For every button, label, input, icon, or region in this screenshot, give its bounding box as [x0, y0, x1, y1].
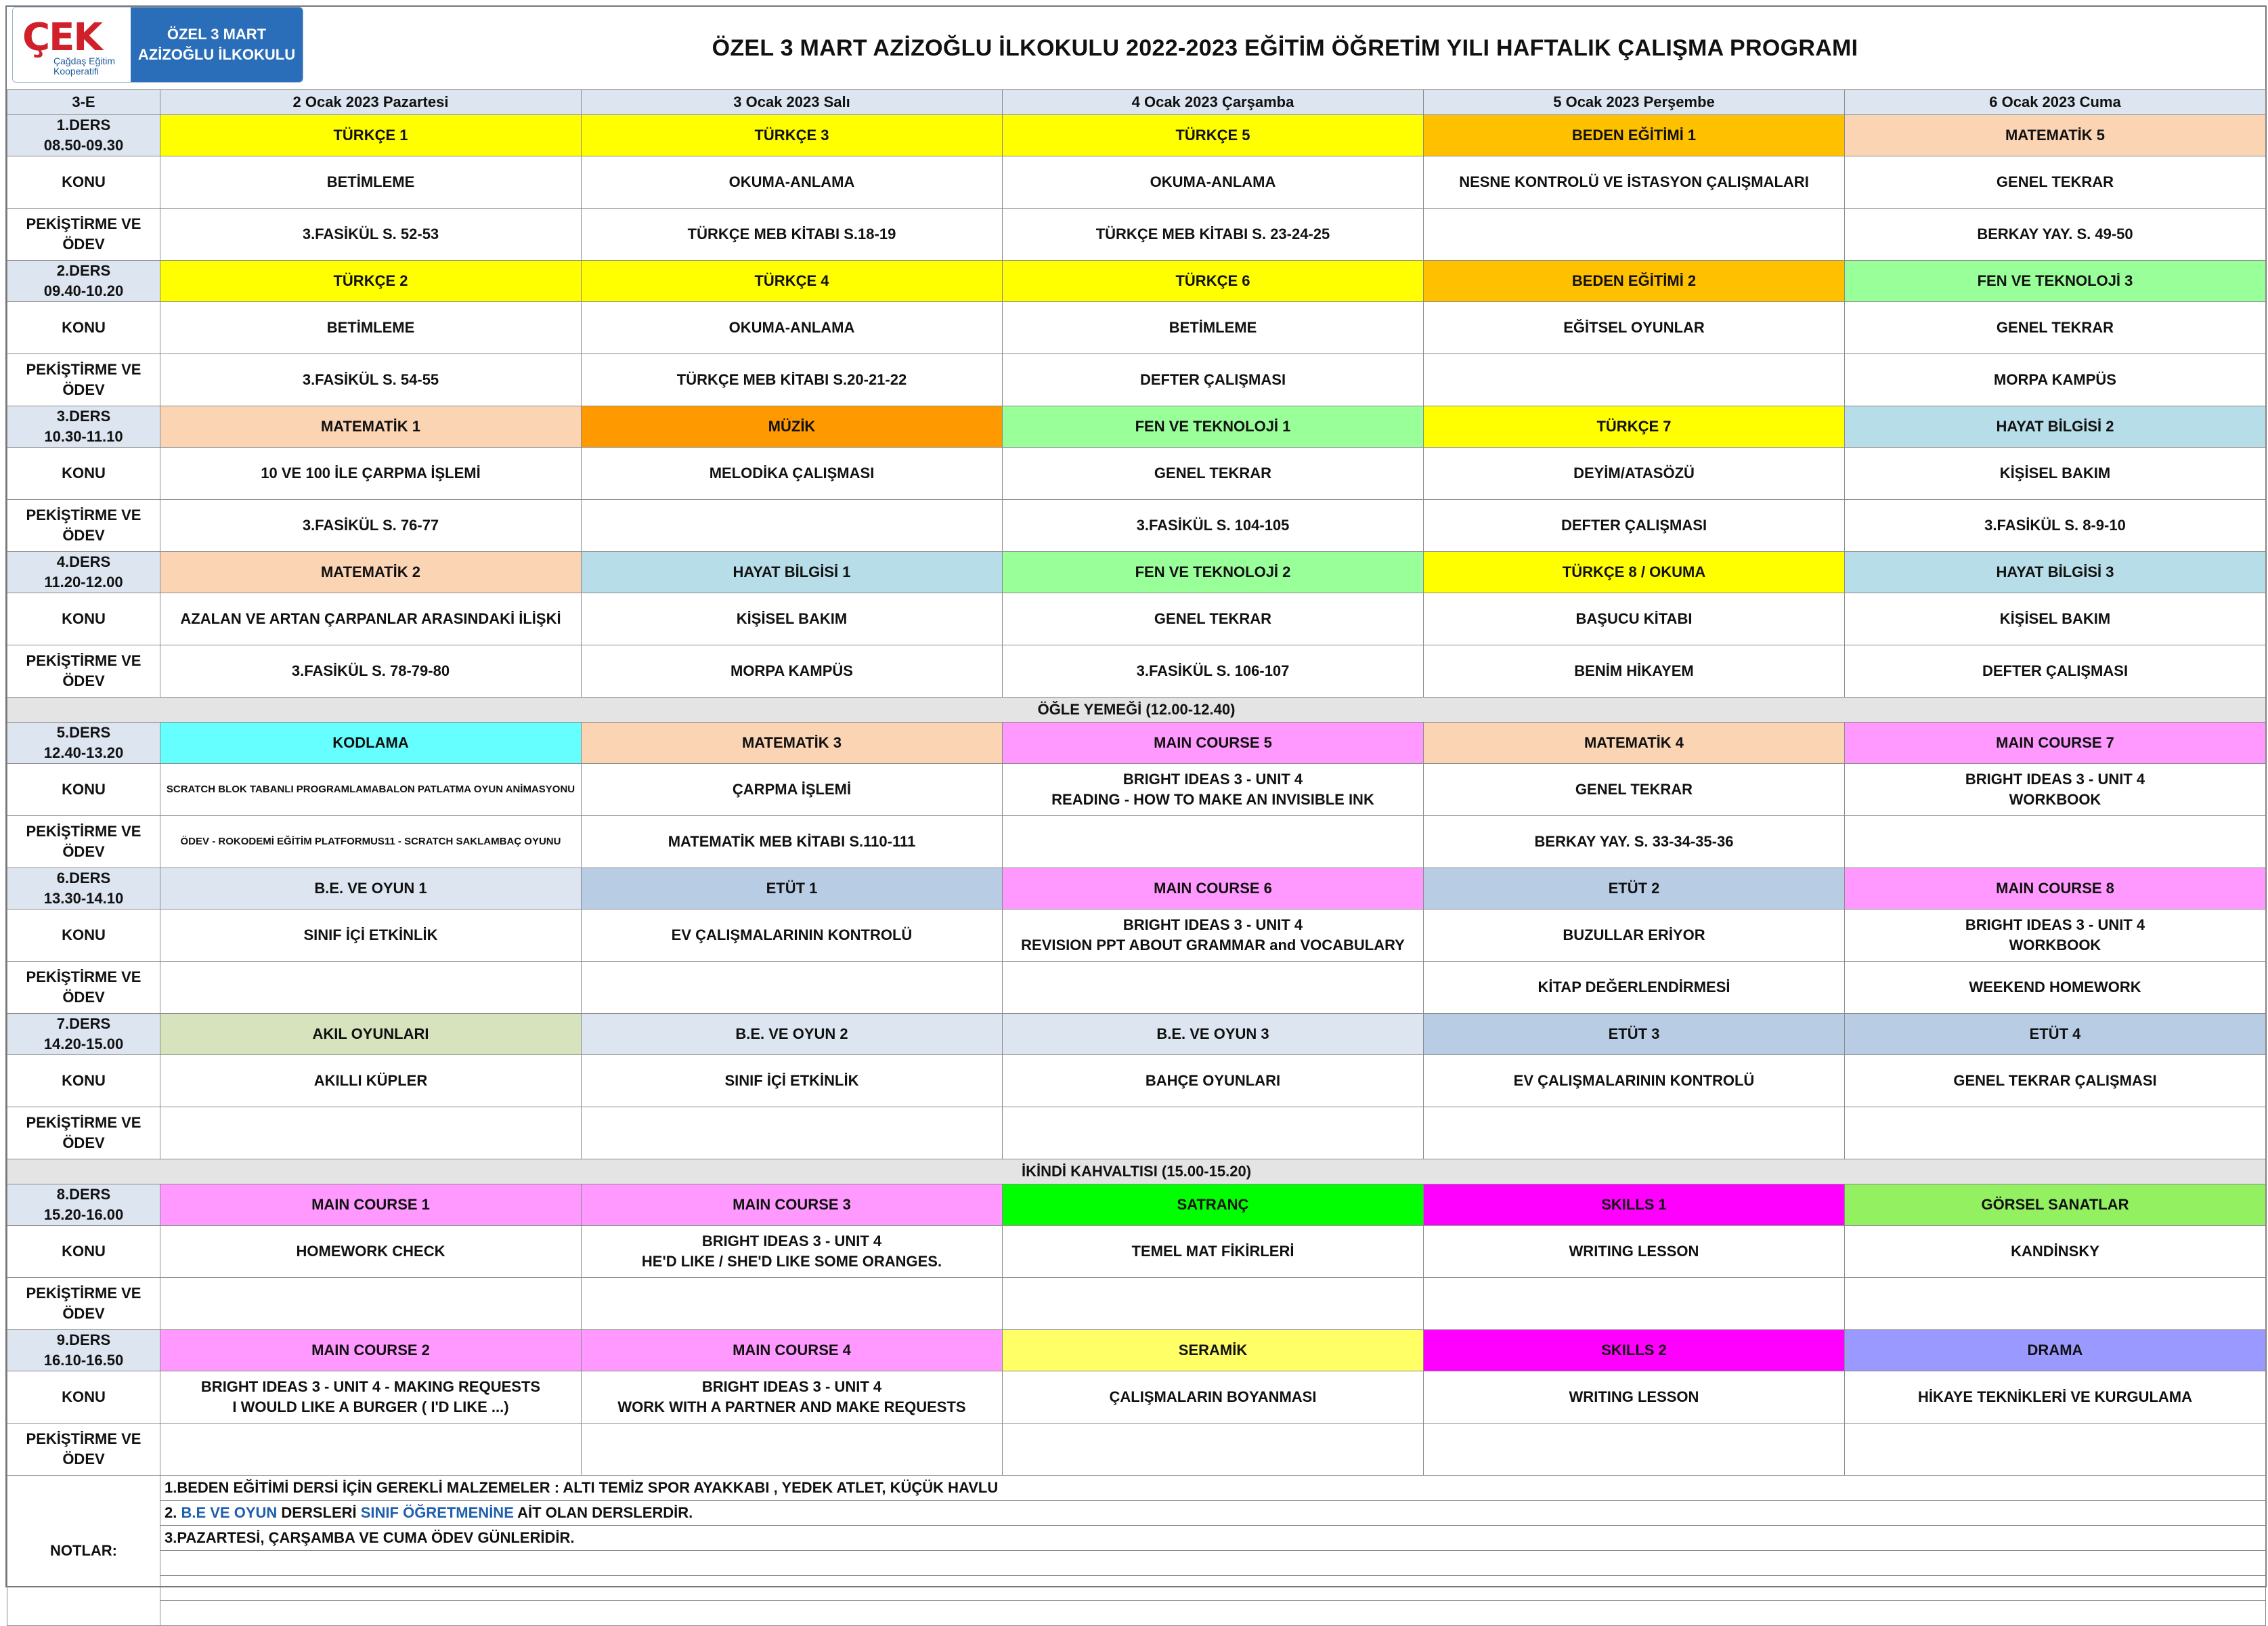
lesson-row — [7, 868, 2266, 910]
homework-cell: MORPA KAMPÜS — [1845, 354, 2266, 406]
homework-cell — [1424, 354, 1845, 406]
logo-mark: ÇEK — [22, 16, 102, 60]
topic-line: GENEL TEKRAR — [1154, 610, 1272, 627]
schedule-page — [5, 5, 2267, 1587]
lesson-row — [7, 1184, 2266, 1226]
topic-cell — [1424, 1371, 1845, 1424]
notes-row — [7, 1551, 2266, 1576]
topic-line: AZALAN VE ARTAN ÇARPANLAR ARASINDAKİ İLİŞKİ — [180, 610, 561, 627]
day-header: 4 Ocak 2023 Çarşamba — [1003, 90, 1424, 115]
topic-cell — [160, 448, 582, 500]
period-time: 12.40-13.20 — [43, 744, 124, 761]
homework-cell — [1424, 1278, 1845, 1330]
homework-cell — [1003, 1424, 1424, 1476]
note-line — [160, 1576, 2266, 1601]
lesson-row — [7, 115, 2266, 156]
subject-cell: FEN VE TEKNOLOJİ 2 — [1003, 552, 1424, 593]
notes-row — [7, 1476, 2266, 1501]
subject-cell: MAIN COURSE 4 — [582, 1330, 1003, 1371]
topic-label: KONU — [7, 302, 160, 354]
topic-line: GENEL TEKRAR — [1575, 781, 1693, 798]
day-header: 3 Ocak 2023 Salı — [582, 90, 1003, 115]
topic-label: KONU — [7, 764, 160, 816]
homework-cell: 3.FASİKÜL S. 78-79-80 — [160, 645, 582, 698]
topic-cell — [1003, 448, 1424, 500]
notes-row — [7, 1526, 2266, 1551]
topic-line: BRIGHT IDEAS 3 - UNIT 4 — [701, 1233, 882, 1249]
page-title: ÖZEL 3 MART AZİZOĞLU İLKOKULU 2022-2023 EĞİTİM ÖĞRETİM YILI HAFTALIK ÇALIŞMA PROGRAMI — [712, 35, 1858, 61]
topic-cell — [582, 764, 1003, 816]
day-header-row — [7, 90, 2266, 115]
subject-cell: SERAMİK — [1003, 1330, 1424, 1371]
topic-line: WORKBOOK — [2009, 791, 2101, 808]
logo-school-name: ÖZEL 3 MART AZİZOĞLU İLKOKULU — [131, 7, 303, 82]
subject-cell: TÜRKÇE 7 — [1424, 406, 1845, 448]
subject-cell: B.E. VE OYUN 1 — [160, 868, 582, 910]
note-text: 2. — [165, 1504, 181, 1521]
homework-cell — [582, 1424, 1003, 1476]
topic-row — [7, 1371, 2266, 1424]
topic-line: WRITING LESSON — [1569, 1243, 1699, 1260]
homework-cell — [1845, 1107, 2266, 1159]
logo-subtitle: Çağdaş Eğitim Kooperatifi — [53, 56, 116, 77]
subject-cell: MAIN COURSE 6 — [1003, 868, 1424, 910]
homework-row — [7, 1107, 2266, 1159]
homework-cell — [582, 1278, 1003, 1330]
subject-cell: AKIL OYUNLARI — [160, 1014, 582, 1055]
topic-cell — [1424, 1055, 1845, 1107]
topic-line: SINIF İÇİ ETKİNLİK — [724, 1072, 859, 1089]
note-line — [160, 1551, 2266, 1576]
lesson-period — [7, 406, 160, 448]
homework-cell: TÜRKÇE MEB KİTABI S.18-19 — [582, 209, 1003, 261]
topic-label: KONU — [7, 910, 160, 962]
lesson-period — [7, 261, 160, 302]
topic-line: EV ÇALIŞMALARININ KONTROLÜ — [671, 926, 913, 943]
homework-row — [7, 816, 2266, 868]
topic-cell — [1845, 302, 2266, 354]
topic-line: NESNE KONTROLÜ VE İSTASYON ÇALIŞMALARI — [1459, 173, 1809, 190]
topic-line: KİŞİSEL BAKIM — [1999, 465, 2111, 482]
topic-line: GENEL TEKRAR ÇALIŞMASI — [1953, 1072, 2157, 1089]
topic-cell — [1424, 302, 1845, 354]
topic-line: KANDİNSKY — [2011, 1243, 2099, 1260]
period-time: 09.40-10.20 — [43, 282, 124, 299]
topic-label: KONU — [7, 1371, 160, 1424]
lesson-row — [7, 406, 2266, 448]
topic-cell — [1845, 1371, 2266, 1424]
topic-cell — [1003, 1371, 1424, 1424]
topic-row — [7, 593, 2266, 645]
homework-cell — [160, 1424, 582, 1476]
notes-label: NOTLAR: — [7, 1476, 160, 1626]
topic-line: OKUMA-ANLAMA — [1150, 173, 1276, 190]
topic-line: WRITING LESSON — [1569, 1388, 1699, 1405]
subject-cell: MÜZİK — [582, 406, 1003, 448]
topic-line: WORKBOOK — [2009, 937, 2101, 954]
topic-cell — [1845, 156, 2266, 209]
topic-line: BAHÇE OYUNLARI — [1145, 1072, 1281, 1089]
homework-cell — [582, 1107, 1003, 1159]
topic-line: ÇALIŞMALARIN BOYANMASI — [1109, 1388, 1317, 1405]
topic-label: KONU — [7, 1055, 160, 1107]
topic-label: KONU — [7, 448, 160, 500]
note-highlight: B.E VE OYUN — [181, 1504, 278, 1521]
topic-cell — [582, 1371, 1003, 1424]
school-logo — [12, 7, 303, 83]
notes-row — [7, 1501, 2266, 1526]
subject-cell: MAIN COURSE 8 — [1845, 868, 2266, 910]
topic-line: SINIF İÇİ ETKİNLİK — [303, 926, 438, 943]
topic-cell — [582, 302, 1003, 354]
note-text: AİT OLAN DERSLERDİR. — [513, 1504, 693, 1521]
homework-cell — [582, 962, 1003, 1014]
topic-cell — [1845, 1055, 2266, 1107]
period-number: 7.DERS — [56, 1015, 111, 1032]
topic-label: KONU — [7, 1226, 160, 1278]
subject-cell: DRAMA — [1845, 1330, 2266, 1371]
subject-cell: MAIN COURSE 3 — [582, 1184, 1003, 1226]
subject-cell: TÜRKÇE 5 — [1003, 115, 1424, 156]
subject-cell: TÜRKÇE 6 — [1003, 261, 1424, 302]
homework-cell — [1003, 1278, 1424, 1330]
topic-cell — [582, 1226, 1003, 1278]
subject-cell: MAIN COURSE 1 — [160, 1184, 582, 1226]
homework-row — [7, 962, 2266, 1014]
homework-row — [7, 500, 2266, 552]
topic-line: BETİMLEME — [326, 173, 415, 190]
homework-cell — [582, 500, 1003, 552]
subject-cell: TÜRKÇE 3 — [582, 115, 1003, 156]
topic-cell — [1845, 448, 2266, 500]
topic-cell — [1424, 156, 1845, 209]
topic-cell — [1003, 764, 1424, 816]
homework-cell — [1003, 816, 1424, 868]
period-time: 14.20-15.00 — [43, 1035, 124, 1052]
subject-cell: MATEMATİK 5 — [1845, 115, 2266, 156]
topic-cell — [1003, 302, 1424, 354]
subject-cell: HAYAT BİLGİSİ 1 — [582, 552, 1003, 593]
subject-cell: HAYAT BİLGİSİ 3 — [1845, 552, 2266, 593]
topic-line: AKILLI KÜPLER — [313, 1072, 428, 1089]
topic-cell — [1003, 156, 1424, 209]
subject-cell: MATEMATİK 2 — [160, 552, 582, 593]
homework-label: PEKİŞTİRME VE ÖDEV — [7, 1107, 160, 1159]
topic-cell — [582, 910, 1003, 962]
homework-label: PEKİŞTİRME VE ÖDEV — [7, 354, 160, 406]
topic-line: GENEL TEKRAR — [1996, 319, 2114, 336]
homework-cell — [160, 1278, 582, 1330]
subject-cell: ETÜT 2 — [1424, 868, 1845, 910]
homework-row — [7, 209, 2266, 261]
subject-cell: FEN VE TEKNOLOJİ 1 — [1003, 406, 1424, 448]
topic-cell — [160, 1226, 582, 1278]
homework-cell: MORPA KAMPÜS — [582, 645, 1003, 698]
period-time: 13.30-14.10 — [43, 890, 124, 907]
topic-line: READING - HOW TO MAKE AN INVISIBLE INK — [1051, 791, 1374, 808]
topic-cell — [1424, 764, 1845, 816]
topic-line: GENEL TEKRAR — [1154, 465, 1272, 482]
homework-cell — [1845, 1424, 2266, 1476]
subject-cell: MAIN COURSE 5 — [1003, 723, 1424, 764]
topic-cell — [1424, 910, 1845, 962]
break-row — [7, 1159, 2266, 1184]
homework-cell: BERKAY YAY. S. 49-50 — [1845, 209, 2266, 261]
topic-line: KİŞİSEL BAKIM — [736, 610, 848, 627]
lesson-row — [7, 1014, 2266, 1055]
subject-cell: B.E. VE OYUN 3 — [1003, 1014, 1424, 1055]
homework-cell: 3.FASİKÜL S. 54-55 — [160, 354, 582, 406]
homework-cell — [160, 1107, 582, 1159]
lesson-row — [7, 723, 2266, 764]
topic-line: BAŞUCU KİTABI — [1575, 610, 1693, 627]
homework-cell: DEFTER ÇALIŞMASI — [1845, 645, 2266, 698]
subject-cell: SKILLS 2 — [1424, 1330, 1845, 1371]
subject-cell: BEDEN EĞİTİMİ 2 — [1424, 261, 1845, 302]
subject-cell: ETÜT 3 — [1424, 1014, 1845, 1055]
topic-cell — [1003, 1226, 1424, 1278]
subject-cell: TÜRKÇE 8 / OKUMA — [1424, 552, 1845, 593]
note-line: 3.PAZARTESİ, ÇARŞAMBA VE CUMA ÖDEV GÜNLERİDİR. — [160, 1526, 2266, 1551]
topic-cell — [160, 1055, 582, 1107]
period-time: 11.20-12.00 — [44, 574, 123, 591]
cek-logo — [13, 7, 131, 82]
lesson-row — [7, 552, 2266, 593]
topic-line: BRIGHT IDEAS 3 - UNIT 4 — [701, 1378, 882, 1395]
subject-cell: SATRANÇ — [1003, 1184, 1424, 1226]
homework-cell: DEFTER ÇALIŞMASI — [1003, 354, 1424, 406]
subject-cell: MATEMATİK 3 — [582, 723, 1003, 764]
subject-cell: ETÜT 1 — [582, 868, 1003, 910]
homework-cell — [160, 962, 582, 1014]
period-number: 8.DERS — [56, 1186, 111, 1203]
topic-cell — [160, 302, 582, 354]
topic-label: KONU — [7, 593, 160, 645]
break-row — [7, 698, 2266, 723]
homework-label: PEKİŞTİRME VE ÖDEV — [7, 962, 160, 1014]
topic-row — [7, 1226, 2266, 1278]
homework-row — [7, 1278, 2266, 1330]
topic-line: EĞİTSEL OYUNLAR — [1563, 319, 1705, 336]
topic-cell — [582, 593, 1003, 645]
homework-cell: BERKAY YAY. S. 33-34-35-36 — [1424, 816, 1845, 868]
homework-cell — [1003, 1107, 1424, 1159]
day-header: 5 Ocak 2023 Perşembe — [1424, 90, 1845, 115]
homework-label: PEKİŞTİRME VE ÖDEV — [7, 645, 160, 698]
note-line — [160, 1601, 2266, 1626]
homework-row — [7, 645, 2266, 698]
topic-row — [7, 448, 2266, 500]
period-number: 2.DERS — [56, 262, 111, 279]
topic-cell — [160, 156, 582, 209]
topic-cell — [1845, 1226, 2266, 1278]
topic-line: MELODİKA ÇALIŞMASI — [709, 465, 875, 482]
topic-line: WORK WITH A PARTNER AND MAKE REQUESTS — [617, 1398, 966, 1415]
topic-cell — [1845, 593, 2266, 645]
homework-cell: 3.FASİKÜL S. 104-105 — [1003, 500, 1424, 552]
homework-cell: 3.FASİKÜL S. 76-77 — [160, 500, 582, 552]
topic-row — [7, 302, 2266, 354]
period-time: 08.50-09.30 — [43, 137, 124, 154]
homework-cell — [1845, 816, 2266, 868]
homework-cell: DEFTER ÇALIŞMASI — [1424, 500, 1845, 552]
topic-cell — [160, 910, 582, 962]
period-number: 6.DERS — [56, 870, 111, 886]
note-text: DERSLERİ — [277, 1504, 361, 1521]
topic-cell — [1845, 764, 2266, 816]
topic-line: BRIGHT IDEAS 3 - UNIT 4 — [1965, 771, 2145, 788]
subject-cell: FEN VE TEKNOLOJİ 3 — [1845, 261, 2266, 302]
day-header: 2 Ocak 2023 Pazartesi — [160, 90, 582, 115]
topic-line: SCRATCH BLOK TABANLI PROGRAMLAMABALON PATLATMA OYUN ANİMASYONU — [166, 784, 575, 795]
homework-cell: TÜRKÇE MEB KİTABI S.20-21-22 — [582, 354, 1003, 406]
homework-cell: 3.FASİKÜL S. 52-53 — [160, 209, 582, 261]
topic-line: REVISION PPT ABOUT GRAMMAR and VOCABULARY — [1021, 937, 1405, 954]
topic-row — [7, 910, 2266, 962]
topic-cell — [1424, 448, 1845, 500]
topic-line: OKUMA-ANLAMA — [728, 319, 855, 336]
homework-cell: ÖDEV - ROKODEMİ EĞİTİM PLATFORMUS11 - SCRATCH SAKLAMBAÇ OYUNU — [160, 816, 582, 868]
homework-cell: TÜRKÇE MEB KİTABI S. 23-24-25 — [1003, 209, 1424, 261]
break-label: ÖĞLE YEMEĞİ (12.00-12.40) — [7, 698, 2266, 723]
subject-cell: GÖRSEL SANATLAR — [1845, 1184, 2266, 1226]
homework-cell: MATEMATİK MEB KİTABI S.110-111 — [582, 816, 1003, 868]
homework-row — [7, 1424, 2266, 1476]
homework-cell — [1845, 1278, 2266, 1330]
topic-line: I WOULD LIKE A BURGER ( I'D LIKE ...) — [232, 1398, 509, 1415]
period-number: 3.DERS — [56, 408, 111, 425]
page-header — [7, 7, 2265, 89]
topic-line: HİKAYE TEKNİKLERİ VE KURGULAMA — [1918, 1388, 2192, 1405]
note-line: 1.BEDEN EĞİTİMİ DERSİ İÇİN GEREKLİ MALZEMELER : ALTI TEMİZ SPOR AYAKKABI , YEDEK ATLET, KÜÇÜK HAVLU — [160, 1476, 2266, 1501]
topic-line: BRIGHT IDEAS 3 - UNIT 4 — [1122, 771, 1303, 788]
lesson-row — [7, 1330, 2266, 1371]
topic-cell — [1003, 593, 1424, 645]
homework-cell: 3.FASİKÜL S. 106-107 — [1003, 645, 1424, 698]
topic-row — [7, 156, 2266, 209]
topic-cell — [160, 593, 582, 645]
homework-label: PEKİŞTİRME VE ÖDEV — [7, 816, 160, 868]
lesson-period — [7, 868, 160, 910]
topic-line: BRIGHT IDEAS 3 - UNIT 4 — [1965, 916, 2145, 933]
schedule-table — [7, 89, 2266, 1626]
homework-label: PEKİŞTİRME VE ÖDEV — [7, 1424, 160, 1476]
homework-cell — [1424, 1107, 1845, 1159]
subject-cell: MAIN COURSE 2 — [160, 1330, 582, 1371]
lesson-period — [7, 115, 160, 156]
subject-cell: TÜRKÇE 2 — [160, 261, 582, 302]
topic-cell — [1003, 910, 1424, 962]
topic-cell — [1424, 1226, 1845, 1278]
topic-cell — [1003, 1055, 1424, 1107]
topic-line: BRIGHT IDEAS 3 - UNIT 4 - MAKING REQUESTS — [200, 1378, 541, 1395]
subject-cell: KODLAMA — [160, 723, 582, 764]
topic-line: KİŞİSEL BAKIM — [1999, 610, 2111, 627]
topic-cell — [160, 764, 582, 816]
topic-cell — [160, 1371, 582, 1424]
topic-line: DEYİM/ATASÖZÜ — [1573, 465, 1695, 482]
homework-label: PEKİŞTİRME VE ÖDEV — [7, 209, 160, 261]
homework-row — [7, 354, 2266, 406]
homework-cell — [1003, 962, 1424, 1014]
subject-cell: ETÜT 4 — [1845, 1014, 2266, 1055]
lesson-period — [7, 723, 160, 764]
period-number: 9.DERS — [56, 1331, 111, 1348]
notes-row — [7, 1576, 2266, 1601]
topic-line: GENEL TEKRAR — [1996, 173, 2114, 190]
period-number: 1.DERS — [56, 116, 111, 133]
lesson-period — [7, 1014, 160, 1055]
homework-cell: KİTAP DEĞERLENDİRMESİ — [1424, 962, 1845, 1014]
subject-cell: MATEMATİK 4 — [1424, 723, 1845, 764]
topic-cell — [1845, 910, 2266, 962]
homework-cell — [1424, 1424, 1845, 1476]
period-number: 5.DERS — [56, 724, 111, 741]
homework-cell: BENİM HİKAYEM — [1424, 645, 1845, 698]
subject-cell: HAYAT BİLGİSİ 2 — [1845, 406, 2266, 448]
lesson-row — [7, 261, 2266, 302]
topic-line: EV ÇALIŞMALARININ KONTROLÜ — [1513, 1072, 1755, 1089]
lesson-period — [7, 1184, 160, 1226]
subject-cell: TÜRKÇE 4 — [582, 261, 1003, 302]
topic-line: ÇARPMA İŞLEMİ — [732, 781, 852, 798]
subject-cell: SKILLS 1 — [1424, 1184, 1845, 1226]
subject-cell: B.E. VE OYUN 2 — [582, 1014, 1003, 1055]
homework-label: PEKİŞTİRME VE ÖDEV — [7, 500, 160, 552]
topic-line: HE'D LIKE / SHE'D LIKE SOME ORANGES. — [641, 1253, 942, 1270]
homework-cell: 3.FASİKÜL S. 8-9-10 — [1845, 500, 2266, 552]
topic-row — [7, 764, 2266, 816]
period-number: 4.DERS — [56, 553, 111, 570]
topic-line: BUZULLAR ERİYOR — [1563, 926, 1705, 943]
period-time: 10.30-11.10 — [44, 428, 123, 445]
class-name: 3-E — [7, 90, 160, 115]
topic-label: KONU — [7, 156, 160, 209]
homework-cell: WEEKEND HOMEWORK — [1845, 962, 2266, 1014]
topic-line: BETİMLEME — [326, 319, 415, 336]
note-highlight: SINIF ÖĞRETMENİNE — [360, 1504, 514, 1521]
subject-cell: MAIN COURSE 7 — [1845, 723, 2266, 764]
topic-row — [7, 1055, 2266, 1107]
topic-line: BETİMLEME — [1169, 319, 1257, 336]
topic-line: OKUMA-ANLAMA — [728, 173, 855, 190]
day-header: 6 Ocak 2023 Cuma — [1845, 90, 2266, 115]
topic-line: 10 VE 100 İLE ÇARPMA İŞLEMİ — [261, 465, 481, 482]
lesson-period — [7, 552, 160, 593]
topic-line: TEMEL MAT FİKİRLERİ — [1131, 1243, 1294, 1260]
homework-label: PEKİŞTİRME VE ÖDEV — [7, 1278, 160, 1330]
topic-line: BRIGHT IDEAS 3 - UNIT 4 — [1122, 916, 1303, 933]
notes-row — [7, 1601, 2266, 1626]
topic-cell — [582, 448, 1003, 500]
topic-cell — [1424, 593, 1845, 645]
break-label: İKİNDİ KAHVALTISI (15.00-15.20) — [7, 1159, 2266, 1184]
subject-cell: TÜRKÇE 1 — [160, 115, 582, 156]
period-time: 15.20-16.00 — [43, 1206, 124, 1223]
period-time: 16.10-16.50 — [43, 1352, 124, 1369]
topic-cell — [582, 1055, 1003, 1107]
subject-cell: BEDEN EĞİTİMİ 1 — [1424, 115, 1845, 156]
lesson-period — [7, 1330, 160, 1371]
topic-cell — [582, 156, 1003, 209]
homework-cell — [1424, 209, 1845, 261]
topic-line: HOMEWORK CHECK — [296, 1243, 445, 1260]
subject-cell: MATEMATİK 1 — [160, 406, 582, 448]
note-line — [160, 1501, 2266, 1526]
